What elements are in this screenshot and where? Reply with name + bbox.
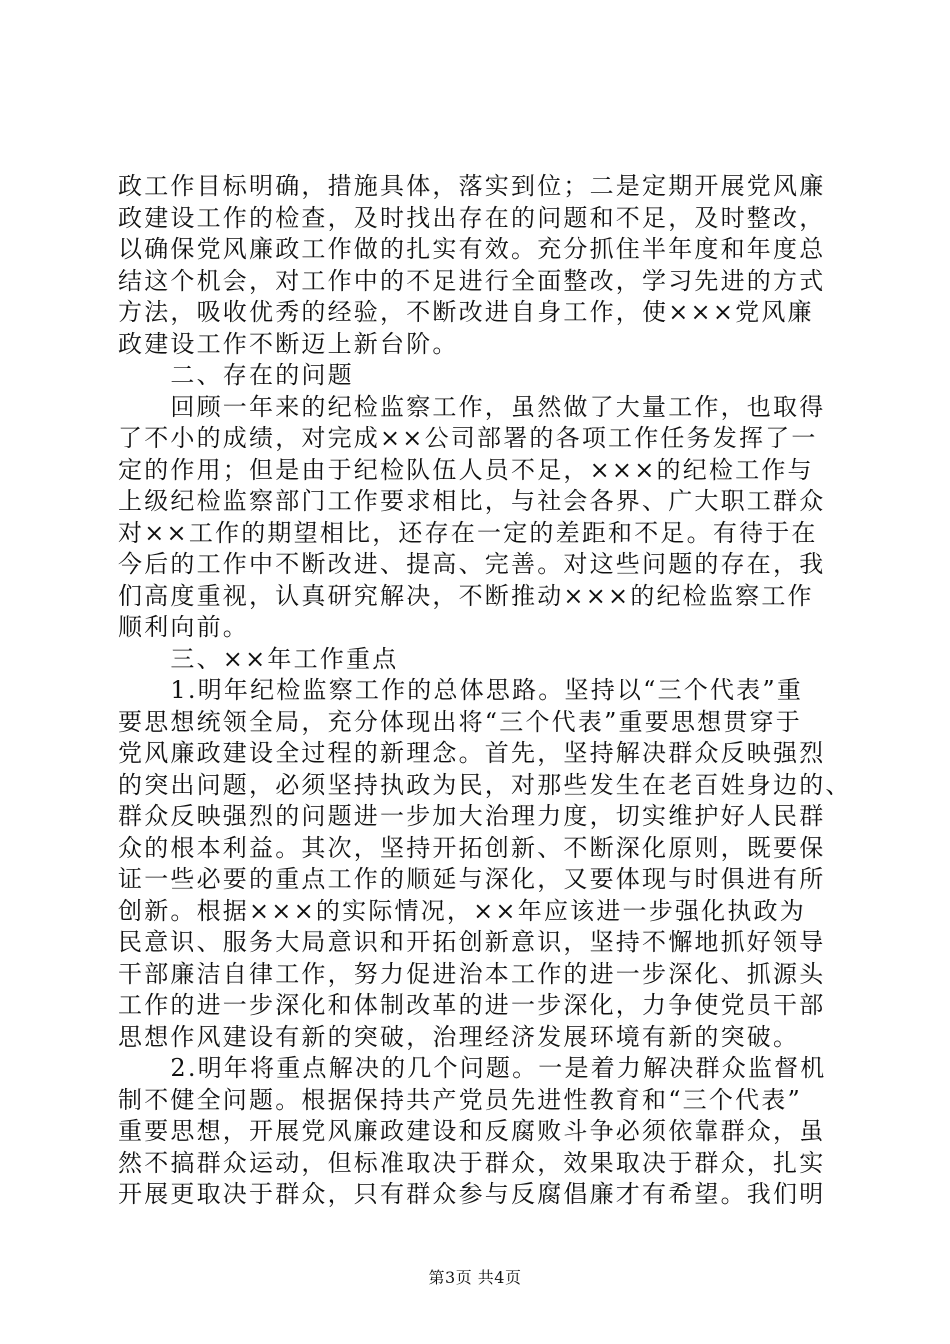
text-line: 思想作风建设有新的突破，治理经济发展环境有新的突破。 (118, 1022, 800, 1051)
text-line: 今后的工作中不断改进、提高、完善。对这些问题的存在，我 (118, 550, 826, 578)
text-line: 证一些必要的重点工作的顺延与深化，又要体现与时俱进有所 (118, 865, 826, 893)
text-line: 政建设工作的检查，及时找出存在的问题和不足，及时整改， (118, 203, 826, 232)
page-footer (0, 1268, 950, 1288)
text-line: 民意识、服务大局意识和开拓创新意识，坚持不懈地抓好领导 (118, 928, 826, 956)
text-line: 以确保党风廉政工作做的扎实有效。充分抓住半年度和年度总 (118, 235, 826, 263)
text-line: 政建设工作不断迈上新台阶。 (118, 329, 459, 358)
text-line: 工作的进一步深化和体制改革的进一步深化，力争使党员干部 (118, 991, 826, 1019)
text-line: 了不小的成绩，对完成××公司部署的各项工作任务发挥了一 (118, 424, 818, 452)
page-number: 第3页 共4页 (428, 1268, 522, 1287)
text-line: 回顾一年来的纪检监察工作，虽然做了大量工作，也取得 (118, 392, 826, 421)
text-line: 制不健全问题。根据保持共产党员先进性教育和“三个代表” (118, 1085, 802, 1114)
text-line: 1.明年纪检监察工作的总体思路。坚持以“三个代表”重 (118, 676, 804, 704)
text-line: 要思想统领全局，充分体现出将“三个代表”重要思想贯穿于 (118, 707, 802, 736)
text-line: 的突出问题，必须坚持执政为民，对那些发生在老百姓身边的、 (118, 770, 852, 799)
text-line: 重要思想，开展党风廉政建设和反腐败斗争必须依靠群众，虽 (118, 1117, 826, 1145)
text-line: 结这个机会，对工作中的不足进行全面整改，学习先进的方式 (118, 266, 826, 295)
text-line: 上级纪检监察部门工作要求相比，与社会各界、广大职工群众 (118, 487, 826, 515)
text-line: 定的作用；但是由于纪检队伍人员不足，×××的纪检工作与 (118, 455, 814, 484)
text-line: 党风廉政建设全过程的新理念。首先，坚持解决群众反映强烈 (118, 739, 826, 767)
text-line: 们高度重视，认真研究解决，不断推动×××的纪检监察工作 (118, 581, 814, 610)
text-line: 干部廉洁自律工作，努力促进治本工作的进一步深化、抓源头 (118, 959, 826, 988)
text-line: 创新。根据×××的实际情况，××年应该进一步强化执政为 (118, 896, 806, 925)
text-line: 然不搞群众运动，但标准取决于群众，效果取决于群众，扎实 (118, 1148, 826, 1177)
text-line: 顺利向前。 (118, 613, 249, 641)
section-heading: 二、存在的问题 (118, 361, 354, 389)
section-heading: 三、××年工作重点 (118, 644, 399, 673)
text-line: 2.明年将重点解决的几个问题。一是着力解决群众监督机 (118, 1054, 827, 1082)
text-line: 开展更取决于群众，只有群众参与反腐倡廉才有希望。我们明 (118, 1180, 826, 1208)
text-line: 群众反映强烈的问题进一步加大治理力度，切实维护好人民群 (118, 802, 826, 830)
text-line: 政工作目标明确，措施具体，落实到位；二是定期开展党风廉 (118, 172, 826, 200)
text-line: 方法，吸收优秀的经验，不断改进自身工作，使×××党风廉 (118, 298, 814, 326)
text-line: 众的根本利益。其次，坚持开拓创新、不断深化原则，既要保 (118, 833, 826, 862)
document-body (118, 171, 852, 1211)
text-line: 对××工作的期望相比，还存在一定的差距和不足。有待于在 (118, 518, 818, 547)
